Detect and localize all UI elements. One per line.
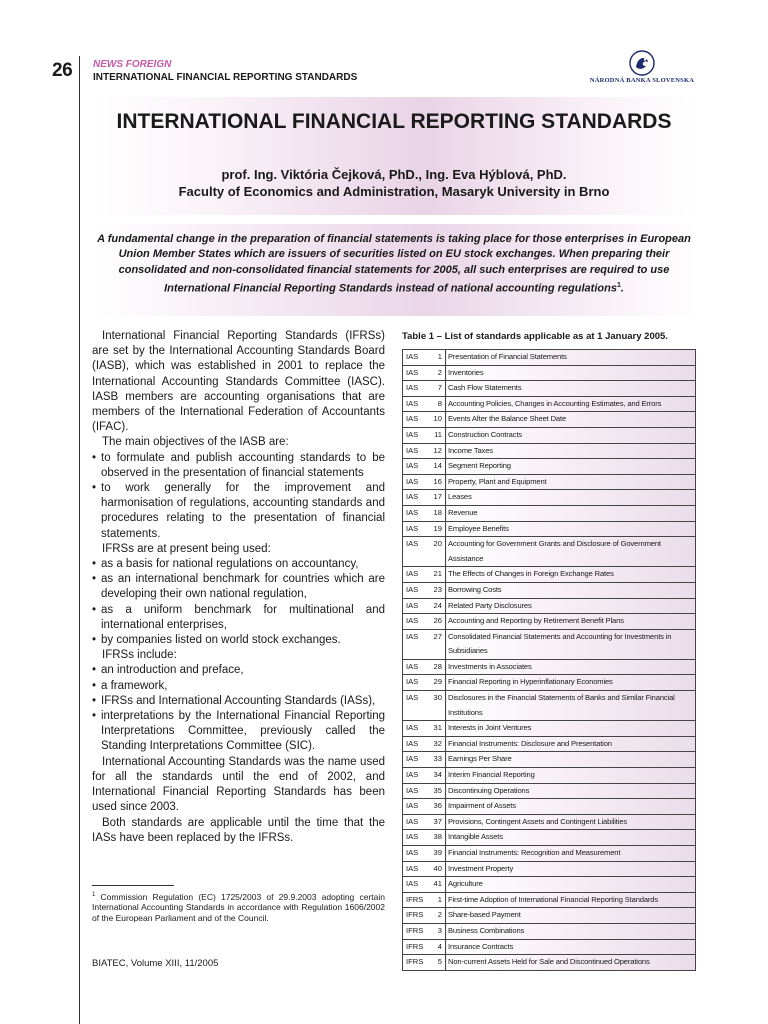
section-label: NEWS FOREIGN bbox=[93, 59, 172, 70]
standard-type: IAS bbox=[406, 600, 419, 610]
standard-type: IAS bbox=[406, 832, 419, 842]
table-row bbox=[403, 614, 696, 630]
list-item: • as an international benchmark for countries which are developing their own national regulation, bbox=[92, 572, 385, 602]
standard-type: IAS bbox=[406, 816, 419, 826]
standard-code bbox=[403, 675, 446, 691]
table-row bbox=[403, 537, 696, 567]
standard-code bbox=[403, 830, 446, 846]
table-row bbox=[403, 598, 696, 614]
objectives-list bbox=[92, 451, 385, 542]
standard-name: Interim Financial Reporting bbox=[446, 768, 696, 784]
abstract-period: . bbox=[620, 282, 624, 295]
standard-number: 16 bbox=[433, 476, 442, 486]
standard-number: 28 bbox=[433, 661, 442, 671]
standard-code bbox=[403, 939, 446, 955]
standard-name: Accounting Policies, Changes in Accounting Estimates, and Errors bbox=[446, 396, 696, 412]
uses-list bbox=[92, 557, 385, 648]
standard-name: Cash Flow Statements bbox=[446, 381, 696, 397]
standard-code bbox=[403, 892, 446, 908]
standard-type: IAS bbox=[406, 770, 419, 780]
standard-type: IAS bbox=[406, 785, 419, 795]
standard-type: IAS bbox=[406, 507, 419, 517]
standard-code bbox=[403, 659, 446, 675]
standard-name: The Effects of Changes in Foreign Exchange Rates bbox=[446, 567, 696, 583]
margin-rule bbox=[79, 56, 80, 1024]
table-row bbox=[403, 659, 696, 675]
table-row bbox=[403, 365, 696, 381]
list-item: • to work generally for the improvement and harmonisation of regulations, accounting standards and procedures relating to the presentation of financial statements. bbox=[92, 481, 385, 542]
standard-name: Segment Reporting bbox=[446, 459, 696, 475]
standard-type: IAS bbox=[406, 539, 419, 549]
standard-name: Non-current Assets Held for Sale and Discontinued Operations bbox=[446, 955, 696, 971]
table-row bbox=[403, 443, 696, 459]
paragraph: International Financial Reporting Standards (IFRSs) are set by the International Accounting Standards Board (IASB), which was established in 2001 to replace the International Accounting Standards Committee (IASC). IASB members are accounting organisations that are members of the International Federation of Accountants (IFAC). bbox=[92, 330, 385, 434]
standard-name: Investment Property bbox=[446, 861, 696, 877]
standard-code bbox=[403, 768, 446, 784]
list-item: • as a basis for national regulations on accountancy, bbox=[92, 557, 385, 572]
standard-code bbox=[403, 396, 446, 412]
standard-number: 31 bbox=[433, 723, 442, 733]
affiliation: Faculty of Economics and Administration, Masaryk University in Brno bbox=[178, 184, 610, 199]
standard-name: Financial Instruments: Recognition and Measurement bbox=[446, 846, 696, 862]
standard-type: IAS bbox=[406, 461, 419, 471]
paragraph: IFRSs include: bbox=[102, 649, 177, 662]
standard-number: 11 bbox=[434, 429, 442, 439]
standard-number: 24 bbox=[433, 600, 442, 610]
standard-code bbox=[403, 505, 446, 521]
table-row bbox=[403, 396, 696, 412]
standard-code bbox=[403, 443, 446, 459]
abstract bbox=[92, 232, 696, 297]
list-item: • an introduction and preface, bbox=[92, 663, 385, 678]
standard-name: Investments in Associates bbox=[446, 659, 696, 675]
article-title: INTERNATIONAL FINANCIAL REPORTING STANDARDS bbox=[116, 110, 672, 133]
table-row bbox=[403, 474, 696, 490]
table-row bbox=[403, 939, 696, 955]
table-row bbox=[403, 783, 696, 799]
table-row bbox=[403, 846, 696, 862]
standard-type: IFRS bbox=[406, 941, 424, 951]
standard-name: First-time Adoption of International Financial Reporting Standards bbox=[446, 892, 696, 908]
standard-type: IAS bbox=[406, 429, 419, 439]
standard-number: 1 bbox=[437, 352, 442, 361]
table-row bbox=[403, 877, 696, 893]
standard-type: IAS bbox=[406, 661, 419, 671]
standard-code bbox=[403, 908, 446, 924]
footnote-text: Commission Regulation (EC) 1725/2003 of 29.9.2003 adopting certain International Accounting Standards in accordance with Regulation 1606/2002 of the European Parliament and of the Council. bbox=[92, 891, 385, 924]
footnote bbox=[92, 890, 385, 924]
standard-number: 10 bbox=[433, 414, 442, 424]
standard-code bbox=[403, 350, 446, 366]
standard-number: 39 bbox=[433, 848, 442, 857]
standard-number: 34 bbox=[433, 770, 442, 780]
table-row bbox=[403, 861, 696, 877]
table-row bbox=[403, 752, 696, 768]
standard-name: Borrowing Costs bbox=[446, 582, 696, 598]
standard-code bbox=[403, 814, 446, 830]
standard-type: IFRS bbox=[406, 910, 424, 920]
list-item: • as a uniform benchmark for multinational and international enterprises, bbox=[92, 603, 385, 633]
includes-list bbox=[92, 663, 385, 754]
standard-name: Intangible Assets bbox=[446, 830, 696, 846]
standard-code bbox=[403, 799, 446, 815]
standard-number: 33 bbox=[433, 754, 442, 764]
standard-type: IAS bbox=[406, 616, 419, 626]
standard-code bbox=[403, 923, 446, 939]
table-row bbox=[403, 350, 696, 366]
standard-name: Related Party Disclosures bbox=[446, 598, 696, 614]
paragraph: International Accounting Standards was the name used for all the standards until the end of 2002, and International Financial Reporting Standards has been used since 2003. bbox=[92, 755, 385, 814]
standard-type: IAS bbox=[406, 879, 419, 889]
standard-type: IAS bbox=[406, 631, 419, 641]
standard-name: Discontinuing Operations bbox=[446, 783, 696, 799]
standard-number: 29 bbox=[433, 677, 442, 687]
table-row bbox=[403, 721, 696, 737]
standard-type: IAS bbox=[406, 754, 419, 764]
table-row bbox=[403, 923, 696, 939]
list-item: • to formulate and publish accounting standards to be observed in the presentation of financial statements bbox=[92, 451, 385, 481]
standard-code bbox=[403, 521, 446, 537]
list-item: • a framework, bbox=[92, 679, 385, 694]
table-row bbox=[403, 381, 696, 397]
standard-number: 18 bbox=[433, 507, 442, 517]
table-row bbox=[403, 582, 696, 598]
standard-code bbox=[403, 752, 446, 768]
table-row bbox=[403, 629, 696, 659]
standard-number: 3 bbox=[437, 925, 442, 935]
standard-type: IAS bbox=[406, 445, 419, 455]
standard-number: 5 bbox=[437, 957, 442, 967]
standard-number: 26 bbox=[433, 616, 442, 626]
standard-name: Presentation of Financial Statements bbox=[446, 350, 696, 366]
standard-type: IFRS bbox=[406, 925, 424, 935]
standard-name: Insurance Contracts bbox=[446, 939, 696, 955]
list-item: • IFRSs and International Accounting Standards (IASs), bbox=[92, 694, 385, 709]
standard-number: 8 bbox=[437, 398, 442, 408]
standard-name: Leases bbox=[446, 490, 696, 506]
standard-name: Accounting and Reporting by Retirement Benefit Plans bbox=[446, 614, 696, 630]
standard-type: IAS bbox=[406, 414, 419, 424]
standards-table bbox=[402, 349, 696, 971]
standard-name: Business Combinations bbox=[446, 923, 696, 939]
logo-text: NÁRODNÁ BANKA SLOVENSKA bbox=[589, 77, 695, 84]
standard-number: 38 bbox=[433, 832, 442, 842]
standard-number: 7 bbox=[437, 383, 442, 393]
standard-name: Events After the Balance Sheet Date bbox=[446, 412, 696, 428]
table-row bbox=[403, 691, 696, 721]
standard-name: Provisions, Contingent Assets and Contingent Liabilities bbox=[446, 814, 696, 830]
standard-name: Agriculture bbox=[446, 877, 696, 893]
standard-name: Interests in Joint Ventures bbox=[446, 721, 696, 737]
authors: prof. Ing. Viktória Čejková, PhD., Ing. Eva Hýblová, PhD. bbox=[221, 167, 567, 182]
page-footer: BIATEC, Volume XIII, 11/2005 bbox=[92, 958, 219, 969]
standard-type: IAS bbox=[406, 398, 419, 408]
standard-name: Property, Plant and Equipment bbox=[446, 474, 696, 490]
table-row bbox=[403, 768, 696, 784]
standard-name: Inventories bbox=[446, 365, 696, 381]
table-row bbox=[403, 892, 696, 908]
standard-type: IAS bbox=[406, 352, 419, 361]
table-row bbox=[403, 736, 696, 752]
abstract-text: A fundamental change in the preparation of financial statements is taking place for those enterprises in European Union Member States which are issuers of securities listed on EU stock exchanges. When preparing their consolidated and non-consolidated financial statements for 2005, all such enterprises are required to use International Financial Reporting Standards instead of national accounting regulations bbox=[97, 233, 691, 295]
standard-code bbox=[403, 783, 446, 799]
standard-code bbox=[403, 846, 446, 862]
standard-type: IAS bbox=[406, 723, 419, 733]
standard-code bbox=[403, 736, 446, 752]
standard-number: 1 bbox=[437, 894, 442, 904]
standard-number: 14 bbox=[433, 461, 442, 471]
standard-code bbox=[403, 474, 446, 490]
standard-code bbox=[403, 861, 446, 877]
standard-code bbox=[403, 721, 446, 737]
standard-number: 2 bbox=[437, 910, 442, 920]
paragraph: Both standards are applicable until the time that the IASs have been replaced by the IFRSs. bbox=[92, 816, 385, 844]
standard-code bbox=[403, 459, 446, 475]
table-row bbox=[403, 908, 696, 924]
standard-type: IAS bbox=[406, 476, 419, 486]
standard-name: Consolidated Financial Statements and Accounting for Investments in Subsidiaries bbox=[446, 629, 696, 659]
standard-code bbox=[403, 381, 446, 397]
nbs-emblem-icon bbox=[628, 50, 656, 76]
author-block bbox=[92, 166, 696, 200]
standard-code bbox=[403, 955, 446, 971]
standard-type: IFRS bbox=[406, 894, 424, 904]
standards-table-body bbox=[403, 350, 696, 971]
standard-number: 27 bbox=[433, 631, 442, 641]
standard-code bbox=[403, 598, 446, 614]
table-row bbox=[403, 675, 696, 691]
standard-code bbox=[403, 490, 446, 506]
body-text bbox=[92, 329, 385, 846]
list-item: • by companies listed on world stock exchanges. bbox=[92, 633, 385, 648]
standard-number: 20 bbox=[433, 539, 442, 549]
paragraph: The main objectives of the IASB are: bbox=[102, 436, 289, 449]
table-row bbox=[403, 830, 696, 846]
standard-type: IAS bbox=[406, 738, 419, 748]
standard-code bbox=[403, 412, 446, 428]
standard-number: 2 bbox=[437, 367, 442, 377]
standard-number: 32 bbox=[433, 738, 442, 748]
standard-name: Income Taxes bbox=[446, 443, 696, 459]
standard-type: IFRS bbox=[406, 957, 424, 967]
standard-name: Employee Benefits bbox=[446, 521, 696, 537]
abstract-footnote-ref: 1 bbox=[616, 282, 621, 290]
standard-code bbox=[403, 629, 446, 659]
footnote-mark: 1 bbox=[92, 892, 96, 898]
standard-type: IAS bbox=[406, 801, 419, 811]
standard-type: IAS bbox=[406, 367, 419, 377]
table-row bbox=[403, 490, 696, 506]
standard-code bbox=[403, 537, 446, 567]
standard-type: IAS bbox=[406, 693, 419, 703]
table-row bbox=[403, 459, 696, 475]
standard-name: Financial Reporting in Hyperinflationary Economies bbox=[446, 675, 696, 691]
standard-type: IAS bbox=[406, 848, 419, 857]
standard-number: 37 bbox=[433, 816, 442, 826]
page-number: 26 bbox=[52, 60, 73, 81]
standard-number: 19 bbox=[433, 523, 442, 533]
standard-number: 4 bbox=[437, 941, 442, 951]
standard-number: 21 bbox=[433, 569, 442, 579]
standard-name: Share-based Payment bbox=[446, 908, 696, 924]
standard-name: Disclosures in the Financial Statements of Banks and Similar Financial Institutions bbox=[446, 691, 696, 721]
standard-code bbox=[403, 427, 446, 443]
standard-code bbox=[403, 877, 446, 893]
list-item: • interpretations by the International Financial Reporting Interpretations Committee, previously called the Standing Interpretations Committee (SIC). bbox=[92, 709, 385, 755]
table-row bbox=[403, 814, 696, 830]
standard-name: Financial Instruments: Disclosure and Presentation bbox=[446, 736, 696, 752]
footnote-rule bbox=[92, 885, 174, 886]
table-row bbox=[403, 567, 696, 583]
table-row bbox=[403, 412, 696, 428]
standard-name: Earnings Per Share bbox=[446, 752, 696, 768]
standard-type: IAS bbox=[406, 523, 419, 533]
standard-code bbox=[403, 691, 446, 721]
standard-code bbox=[403, 582, 446, 598]
nbs-logo bbox=[586, 50, 698, 84]
standard-number: 35 bbox=[433, 785, 442, 795]
standard-name: Revenue bbox=[446, 505, 696, 521]
standard-type: IAS bbox=[406, 863, 419, 873]
standard-code bbox=[403, 567, 446, 583]
standard-number: 41 bbox=[433, 879, 442, 889]
table-row bbox=[403, 427, 696, 443]
standard-type: IAS bbox=[406, 584, 419, 594]
standard-number: 23 bbox=[433, 584, 442, 594]
paragraph: IFRSs are at present being used: bbox=[102, 542, 271, 555]
standard-name: Construction Contracts bbox=[446, 427, 696, 443]
standard-type: IAS bbox=[406, 492, 419, 502]
standard-name: Accounting for Government Grants and Disclosure of Government Assistance bbox=[446, 537, 696, 567]
standard-number: 30 bbox=[433, 693, 442, 703]
standard-number: 17 bbox=[433, 492, 442, 502]
standard-name: Impairment of Assets bbox=[446, 799, 696, 815]
table-row bbox=[403, 521, 696, 537]
table-row bbox=[403, 505, 696, 521]
standard-type: IAS bbox=[406, 383, 419, 393]
standard-code bbox=[403, 365, 446, 381]
table-row bbox=[403, 955, 696, 971]
standard-code bbox=[403, 614, 446, 630]
standard-number: 40 bbox=[433, 863, 442, 873]
standard-type: IAS bbox=[406, 677, 419, 687]
standard-number: 36 bbox=[433, 801, 442, 811]
standard-type: IAS bbox=[406, 569, 419, 579]
table-row bbox=[403, 799, 696, 815]
table-caption: Table 1 – List of standards applicable as at 1 January 2005. bbox=[402, 331, 668, 342]
running-title: INTERNATIONAL FINANCIAL REPORTING STANDARDS bbox=[93, 72, 358, 83]
standard-number: 12 bbox=[433, 445, 442, 455]
